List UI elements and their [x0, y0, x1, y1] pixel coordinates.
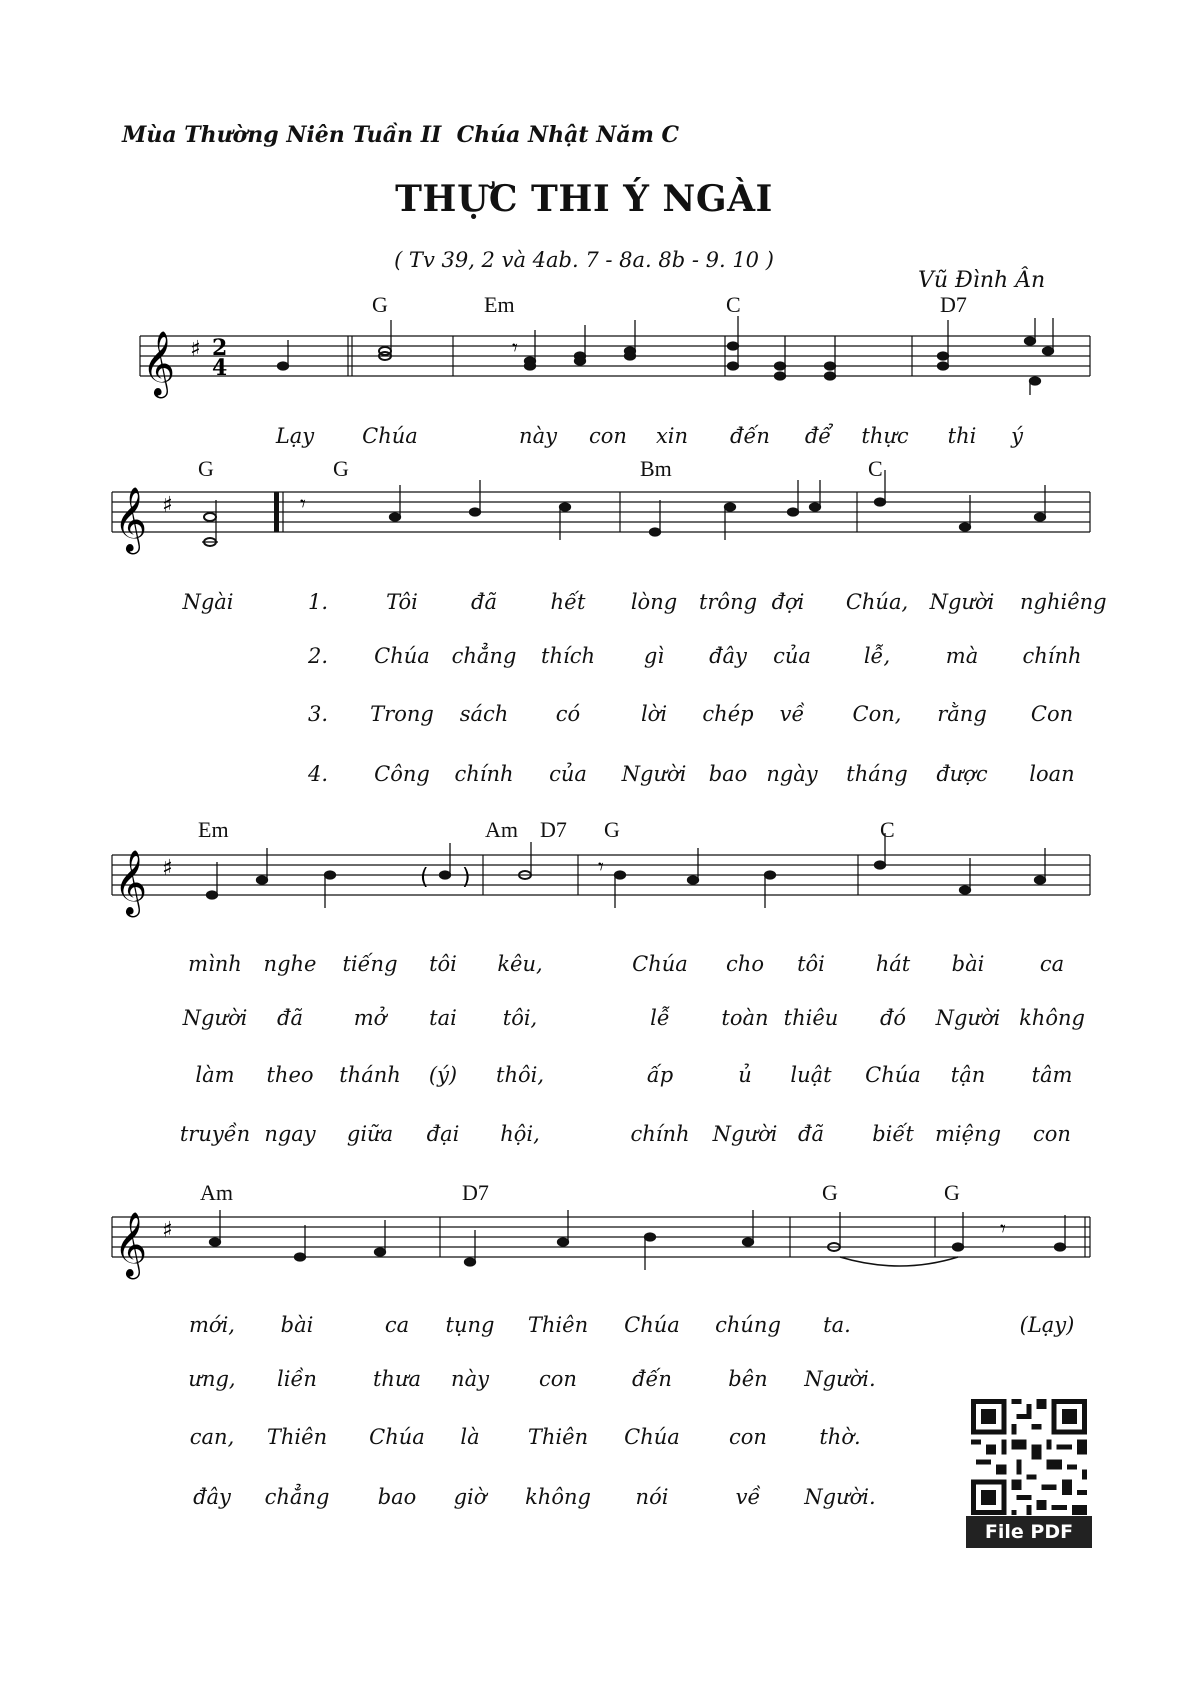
lyric-word: hát	[875, 952, 911, 976]
lyric-word: Người	[929, 590, 995, 614]
svg-text:4: 4	[212, 355, 228, 381]
svg-text:𝄾: 𝄾	[512, 336, 518, 361]
lyric-word: làm	[195, 1063, 235, 1087]
lyric-word: về	[735, 1485, 761, 1509]
lyric-word: chẳng	[264, 1485, 330, 1509]
lyric-word: (Lạy)	[1019, 1313, 1075, 1337]
lyric-word: ấp	[646, 1063, 674, 1087]
lyric-word: trông	[698, 590, 758, 614]
lyric-verse-1	[0, 590, 1200, 620]
lyric-word: con	[539, 1367, 577, 1391]
lyric-word: Người.	[804, 1485, 876, 1509]
lyric-word: thích	[541, 644, 595, 668]
song-title: THỰC THI Ý NGÀI	[395, 178, 773, 220]
lyric-word: tận	[950, 1063, 986, 1087]
lyric-word: Tôi	[386, 590, 418, 614]
verse-number: 3.	[307, 702, 329, 726]
lyric-word: đó	[879, 1006, 907, 1030]
time-signature: 2	[212, 335, 228, 361]
lyric-word: chép	[702, 702, 754, 726]
lyric-word: giờ	[453, 1485, 487, 1509]
qr-label: File PDF	[966, 1516, 1092, 1548]
chord: G	[333, 456, 349, 481]
chord: Em	[484, 292, 515, 317]
chord: G	[198, 456, 214, 481]
lyric-word: bao	[708, 762, 748, 786]
treble-clef-icon: 𝄞	[114, 1212, 148, 1277]
lyric-word: lời	[640, 702, 668, 726]
lyric-word: bài	[280, 1313, 314, 1337]
lyric-word: Thiên	[527, 1313, 589, 1337]
lyric-system3-line2	[0, 1006, 1200, 1036]
staff-system-4	[0, 1180, 1200, 1295]
sharp-icon: ♯	[162, 493, 173, 518]
chord: D7	[940, 292, 967, 317]
sharp-icon: ♯	[162, 1218, 173, 1243]
lyric-word: ý	[1011, 424, 1023, 448]
lyric-word: tháng	[846, 762, 908, 786]
lyric-word: ưng,	[188, 1367, 236, 1391]
lyric-word: đại	[426, 1122, 460, 1146]
lyric-word: tai	[429, 1006, 457, 1030]
lyric-word: này	[519, 424, 557, 448]
verse-number: 1.	[307, 590, 329, 614]
lyric-word: Chúa	[362, 424, 418, 448]
lyric-word: ca	[1039, 952, 1065, 976]
lyric-word: ta.	[823, 1313, 851, 1337]
lyric-word: tiếng	[342, 952, 398, 976]
chord: G	[944, 1180, 960, 1205]
lyric-word: biết	[872, 1122, 914, 1146]
lyric-word: Thiên	[527, 1425, 589, 1449]
lyric-word: Người	[621, 762, 687, 786]
lyric-word: hội,	[500, 1122, 540, 1146]
lyric-system4-line2	[0, 1367, 1200, 1397]
lyric-word: chính	[1022, 644, 1082, 668]
lyric-word: nghe	[263, 952, 317, 976]
lyric-word: bên	[728, 1367, 768, 1391]
lyric-word: hết	[550, 590, 586, 614]
lyric-word: Chúa,	[845, 590, 909, 614]
staff-system-2	[0, 456, 1200, 572]
lyric-word: tôi,	[502, 1006, 538, 1030]
lyric-word: thánh	[339, 1063, 401, 1087]
lyric-word: đến	[632, 1367, 672, 1391]
lyric-word: Chúa	[369, 1425, 425, 1449]
lyric-word: Trong	[370, 702, 434, 726]
lyric-word: Chúa	[632, 952, 688, 976]
lyric-word: Con	[1030, 702, 1074, 726]
lyric-word: về	[779, 702, 805, 726]
lyric-word: chính	[630, 1122, 690, 1146]
lyric-word: mà	[945, 644, 979, 668]
chord: Em	[198, 817, 229, 842]
lyric-word: rằng	[937, 702, 987, 726]
note	[775, 362, 786, 370]
lyric-verse-2	[0, 644, 1200, 674]
lyric-word: con	[729, 1425, 767, 1449]
lyric-verse-4	[0, 762, 1200, 792]
note	[278, 362, 289, 370]
staff-system-3	[0, 817, 1200, 932]
lyric-word: Chúa	[624, 1313, 680, 1337]
lyric-word: thờ.	[819, 1425, 861, 1449]
lyric-word: (ý)	[428, 1063, 458, 1087]
lyric-word: Công	[374, 762, 430, 786]
svg-text:𝄾: 𝄾	[1000, 1217, 1006, 1242]
note	[825, 362, 836, 370]
lyric-system3-line3	[0, 1063, 1200, 1093]
lyric-word: chúng	[715, 1313, 781, 1337]
note	[728, 342, 739, 350]
lyric-word: thôi,	[496, 1063, 544, 1087]
lyric-word: gì	[643, 644, 665, 668]
psalm-reference: ( Tv 39, 2 và 4ab. 7 - 8a. 8b - 9. 10 )	[394, 248, 774, 272]
lyric-word: kêu,	[497, 952, 543, 976]
lyric-word: bài	[951, 952, 985, 976]
lyric-word: nói	[635, 1485, 669, 1509]
lyric-word: được	[936, 762, 988, 786]
lyric-word: bao	[377, 1485, 417, 1509]
lyric-refrain	[0, 424, 1200, 454]
lyric-word: chẳng	[451, 644, 517, 668]
lyric-word: nghiêng	[1020, 590, 1107, 614]
lyric-word: không	[1019, 1006, 1085, 1030]
lyric-word: lòng	[630, 590, 678, 614]
chord: G	[604, 817, 620, 842]
lyric-system3-line1	[0, 952, 1200, 982]
lyric-word: liền	[277, 1367, 317, 1391]
lyric-word: tụng	[445, 1313, 495, 1337]
lyric-word: lễ	[650, 1006, 670, 1030]
lyric-word: Ngài	[182, 590, 234, 614]
qr-code[interactable]	[966, 1394, 1092, 1548]
lyric-word: là	[460, 1425, 480, 1449]
svg-text:𝄾: 𝄾	[598, 855, 604, 880]
lyric-word: thi	[947, 424, 977, 448]
lyric-word: ủ	[738, 1063, 752, 1087]
lyric-word: ngày	[766, 762, 818, 786]
lyric-word: tôi	[429, 952, 457, 976]
lyric-word: để	[804, 424, 832, 448]
svg-text:𝄾: 𝄾	[300, 492, 306, 517]
verse-number: 4.	[307, 762, 329, 786]
lyric-word: này	[451, 1367, 489, 1391]
svg-text:(: (	[420, 865, 429, 890]
verse-number: 2.	[307, 644, 329, 668]
sharp-icon: ♯	[190, 337, 201, 362]
lyric-word: theo	[266, 1063, 314, 1087]
lyric-word: luật	[790, 1063, 832, 1087]
staff-system-1	[0, 292, 1200, 410]
lyric-word: cho	[726, 952, 764, 976]
lyric-word: mới,	[189, 1313, 235, 1337]
lyric-word: đã	[277, 1006, 303, 1030]
season-heading: Mùa Thường Niên Tuần II Chúa Nhật Năm C	[122, 122, 680, 148]
lyric-word: chính	[454, 762, 514, 786]
note	[1025, 337, 1036, 345]
lyric-word: thưa	[372, 1367, 422, 1391]
chord: C	[868, 456, 883, 481]
chord: G	[372, 292, 388, 317]
lyric-word: lễ,	[863, 644, 891, 668]
lyric-word: tôi	[797, 952, 825, 976]
lyric-verse-3	[0, 702, 1200, 732]
lyric-word: miệng	[934, 1122, 1002, 1146]
lyric-word: không	[525, 1485, 591, 1509]
chord: C	[726, 292, 741, 317]
lyric-word: của	[773, 644, 811, 668]
lyric-word: Lạy	[275, 424, 315, 448]
note	[938, 352, 949, 360]
lyric-word: Người	[935, 1006, 1001, 1030]
treble-clef-icon: 𝄞	[114, 487, 148, 552]
lyric-word: mở	[353, 1006, 387, 1030]
chord: Am	[200, 1180, 233, 1205]
lyric-word: đến	[730, 424, 770, 448]
lyric-word: Con,	[852, 702, 902, 726]
chord: C	[880, 817, 895, 842]
lyric-word: Thiên	[266, 1425, 328, 1449]
lyric-word: đã	[471, 590, 497, 614]
lyric-system3-line4	[0, 1122, 1200, 1152]
lyric-word: xin	[655, 424, 689, 448]
svg-text:): )	[462, 865, 471, 890]
lyric-word: sách	[459, 702, 509, 726]
lyric-word: con	[589, 424, 627, 448]
chord: Bm	[640, 456, 672, 481]
lyric-word: thực	[861, 424, 909, 448]
lyric-word: tâm	[1031, 1063, 1073, 1087]
chord: Am	[485, 817, 518, 842]
lyric-word: Chúa	[374, 644, 430, 668]
lyric-word: ngay	[264, 1122, 316, 1146]
chord: G	[822, 1180, 838, 1205]
lyric-word: Chúa	[624, 1425, 680, 1449]
lyric-word: đã	[798, 1122, 824, 1146]
sharp-icon: ♯	[162, 856, 173, 881]
composer-name: Vũ Đình Ân	[918, 268, 1046, 293]
lyric-word: của	[549, 762, 587, 786]
lyric-word: Người	[712, 1122, 778, 1146]
lyric-word: loan	[1029, 762, 1075, 786]
qr-code-icon	[966, 1394, 1092, 1520]
lyric-word: Người	[182, 1006, 248, 1030]
chord: D7	[540, 817, 567, 842]
lyric-word: có	[555, 702, 581, 726]
treble-clef-icon: 𝄞	[114, 850, 148, 915]
lyric-word: đợi	[771, 590, 805, 614]
tie	[840, 1257, 958, 1266]
lyric-word: đây	[709, 644, 747, 668]
lyric-word: Người.	[804, 1367, 876, 1391]
lyric-word: ca	[384, 1313, 410, 1337]
repeat-barline	[274, 492, 279, 532]
lyric-word: mình	[188, 952, 242, 976]
lyric-word: thiêu	[783, 1006, 839, 1030]
lyric-system4-line1	[0, 1313, 1200, 1343]
lyric-word: Chúa	[865, 1063, 921, 1087]
lyric-word: giữa	[346, 1122, 394, 1146]
chord: D7	[462, 1180, 489, 1205]
lyric-word: truyền	[179, 1122, 251, 1146]
treble-clef-icon: 𝄞	[142, 331, 176, 396]
lyric-word: toàn	[721, 1006, 769, 1030]
lyric-word: con	[1033, 1122, 1071, 1146]
lyric-word: can,	[189, 1425, 235, 1449]
lyric-word: đây	[193, 1485, 231, 1509]
